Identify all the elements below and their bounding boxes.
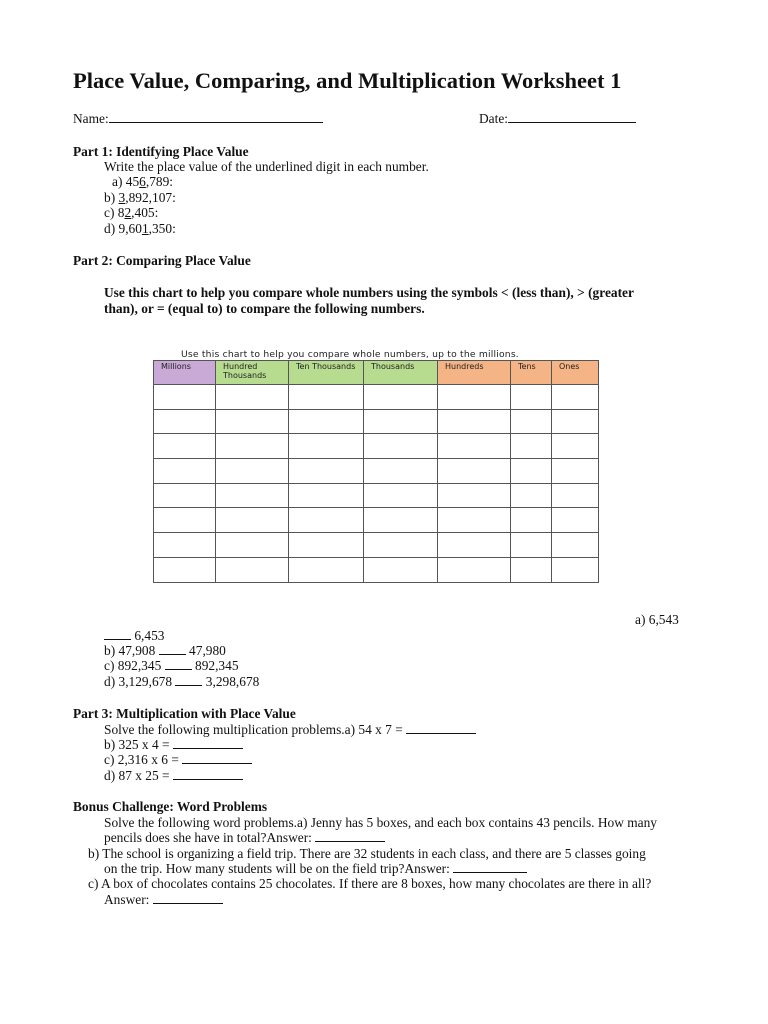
- bonus-line5: c) A box of chocolates contains 25 chocolates. If there are 8 boxes, how many chocolates are there in all?: [88, 876, 652, 891]
- part1-item-b: b) 3,892,107:: [104, 190, 176, 205]
- chart-row: [154, 385, 599, 410]
- bonus-line3: b) The school is organizing a field trip. There are 32 students in each class, and there are 5 classes going: [88, 846, 646, 861]
- name-blank[interactable]: [109, 111, 323, 123]
- part1-instruction: Write the place value of the underlined digit in each number.: [104, 159, 429, 174]
- place-value-chart: [153, 360, 598, 566]
- part2-instruction-line2: than), or = (equal to) to compare the following numbers.: [104, 301, 425, 316]
- col-hundred-thousands: Hundred Thousands: [216, 361, 289, 385]
- chart-row: [154, 533, 599, 558]
- part3-heading: Part 3: Multiplication with Place Value: [73, 706, 296, 721]
- compare-blank-c[interactable]: [165, 658, 192, 670]
- part2-heading: Part 2: Comparing Place Value: [73, 253, 251, 268]
- col-millions: Millions: [154, 361, 216, 385]
- part2-item-d: d) 3,129,678 3,298,678: [104, 674, 260, 689]
- chart-row: [154, 459, 599, 484]
- chart-row: [154, 483, 599, 508]
- col-ten-thousands: Ten Thousands: [289, 361, 364, 385]
- part3-item-b: b) 325 x 4 =: [104, 737, 243, 753]
- part2-item-c: c) 892,345 892,345: [104, 658, 239, 673]
- answer-blank-d[interactable]: [173, 768, 243, 780]
- bonus-answer-a[interactable]: [315, 830, 385, 842]
- col-tens: Tens: [511, 361, 552, 385]
- date-label: Date:: [479, 111, 508, 126]
- part2-instruction-line1: Use this chart to help you compare whole numbers using the symbols < (less than), > (greater: [104, 285, 634, 300]
- part2-item-b: b) 47,908 47,980: [104, 643, 226, 658]
- bonus-answer-c[interactable]: [153, 892, 223, 904]
- bonus-heading: Bonus Challenge: Word Problems: [73, 799, 268, 814]
- part1-item-d: d) 9,601,350:: [104, 221, 176, 236]
- part1-item-c: c) 82,405:: [104, 205, 159, 220]
- name-label: Name:: [73, 111, 109, 126]
- part3-instruction: Solve the following multiplication problems.a) 54 x 7 =: [104, 722, 476, 738]
- answer-blank-a[interactable]: [406, 722, 476, 734]
- compare-blank-a[interactable]: [104, 628, 131, 640]
- page-title: Place Value, Comparing, and Multiplication Worksheet 1: [73, 68, 622, 93]
- chart-row: [154, 508, 599, 533]
- chart-caption: Use this chart to help you compare whole numbers, up to the millions.: [181, 349, 519, 360]
- answer-blank-b[interactable]: [173, 737, 243, 749]
- bonus-line6: Answer:: [104, 892, 223, 908]
- part2-item-a-cont: 6,453: [104, 628, 165, 644]
- date-blank[interactable]: [508, 111, 636, 123]
- part1-heading: Part 1: Identifying Place Value: [73, 144, 249, 159]
- bonus-line1: Solve the following word problems.a) Jenny has 5 boxes, and each box contains 43 pencils. How many: [104, 815, 657, 830]
- chart-row: [154, 557, 599, 582]
- col-ones: Ones: [552, 361, 599, 385]
- chart-row: [154, 409, 599, 434]
- part2-item-a-right: a) 6,543: [635, 612, 679, 627]
- answer-blank-c[interactable]: [182, 752, 252, 764]
- chart-row: [154, 434, 599, 459]
- col-hundreds: Hundreds: [438, 361, 511, 385]
- bonus-answer-b[interactable]: [453, 861, 527, 873]
- bonus-line4: on the trip. How many students will be on the field trip?Answer:: [104, 861, 527, 877]
- compare-blank-b[interactable]: [159, 643, 186, 655]
- compare-blank-d[interactable]: [175, 674, 202, 686]
- name-field[interactable]: [73, 111, 323, 127]
- part3-item-c: c) 2,316 x 6 =: [104, 752, 252, 768]
- bonus-line2: pencils does she have in total?Answer:: [104, 830, 385, 846]
- date-field[interactable]: [479, 111, 636, 127]
- col-thousands: Thousands: [364, 361, 438, 385]
- part1-item-a: a) 456,789:: [112, 174, 174, 189]
- part3-item-d: d) 87 x 25 =: [104, 768, 243, 784]
